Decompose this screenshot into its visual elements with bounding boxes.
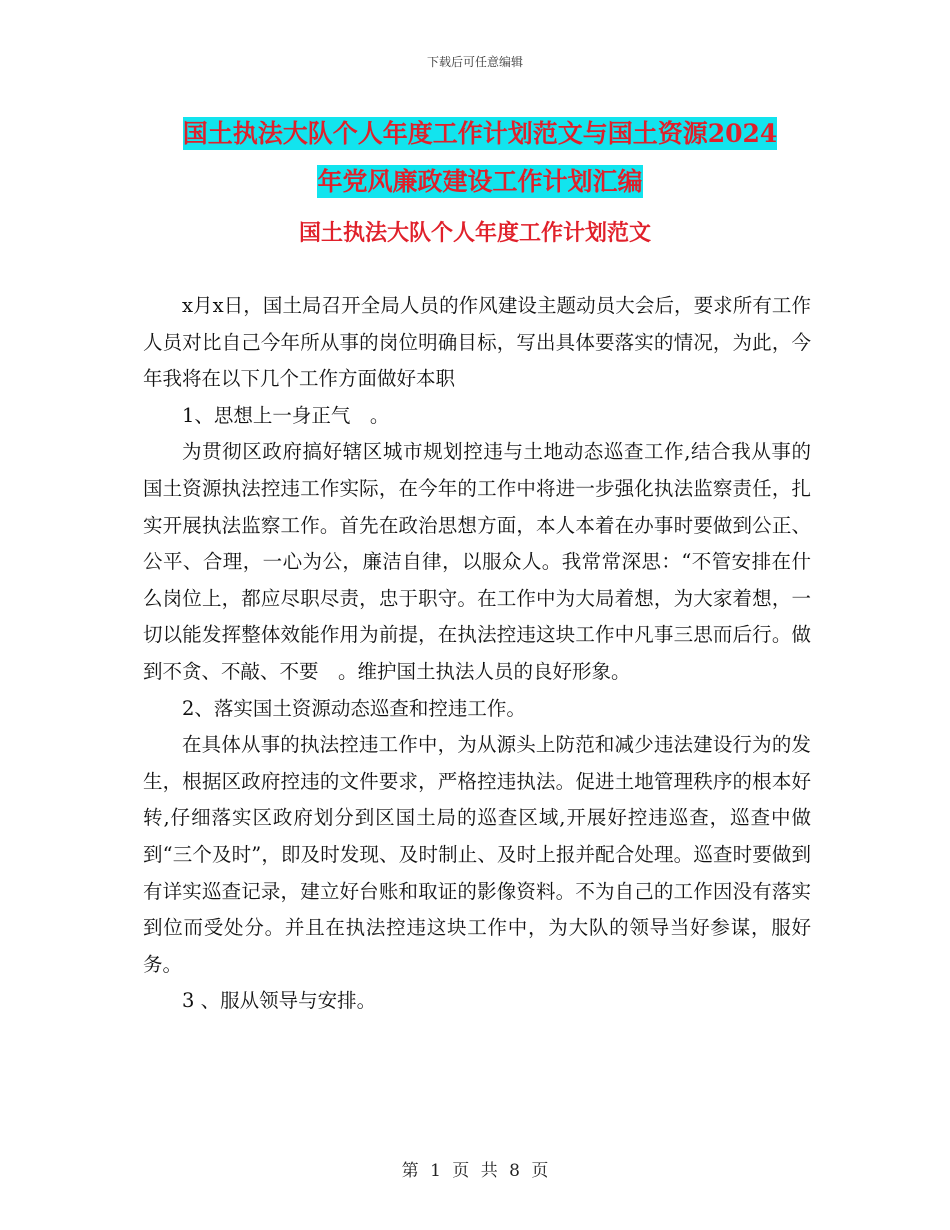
- paragraph: x月x日，国土局召开全局人员的作风建设主题动员大会后，要求所有工作人员对比自己今年所从事的岗位明确目标，写出具体要落实的情况，为此，今年我将在以下几个工作方面做好本职: [143, 294, 811, 391]
- paragraph: 2、落实国土资源动态巡查和控违工作。: [182, 696, 526, 720]
- title-line-2: 年党风廉政建设工作计划汇编: [317, 167, 643, 196]
- title-line-1: 国土执法大队个人年度工作计划范文与国土资源2024: [182, 119, 778, 148]
- paragraph: 1、思想上一身正气 。: [182, 403, 390, 427]
- paragraph: 在具体从事的执法控违工作中，为从源头上防范和减少违法建设行为的发生，根据区政府控违的文件要求，严格控违执法。促进土地管理秩序的根本好转,仔细落实区政府划分到区国土局的巡查区域,开展好控违巡查，巡查中做到“三个及时”，即及时发现、及时制止、及时上报并配合处理。巡查时要做到有详实巡查记录，建立好台账和取证的影像资料。不为自己的工作因没有落实到位而受处分。并且在执法控违这块工作中，为大队的领导当好参谋，服好务。: [143, 733, 811, 976]
- paragraph: 3 、服从领导与安排。: [182, 989, 377, 1013]
- page-indicator: 第 1 页 共 8 页: [401, 1161, 549, 1181]
- paragraph: 为贯彻区政府搞好辖区城市规划控违与土地动态巡查工作,结合我从事的国土资源执法控违工作实际，在今年的工作中将进一步强化执法监察责任，扎实开展执法监察工作。首先在政治思想方面，本人本着在办事时要做到公正、公平、合理，一心为公，廉洁自律，以服众人。我常常深思：“不管安排在什么岗位上，都应尽职尽责，忠于职守。在工作中为大局着想，为大家着想，一切以能发挥整体效能作用为前提，在执法控违这块工作中凡事三思而后行。做到不贪、不敲、不要 。维护国土执法人员的良好形象。: [143, 440, 811, 683]
- document-body: [143, 288, 811, 1020]
- section-title: 国土执法大队个人年度工作计划范文: [298, 220, 651, 246]
- document-title: [150, 110, 810, 206]
- header-note: 下载后可任意编辑: [426, 55, 523, 69]
